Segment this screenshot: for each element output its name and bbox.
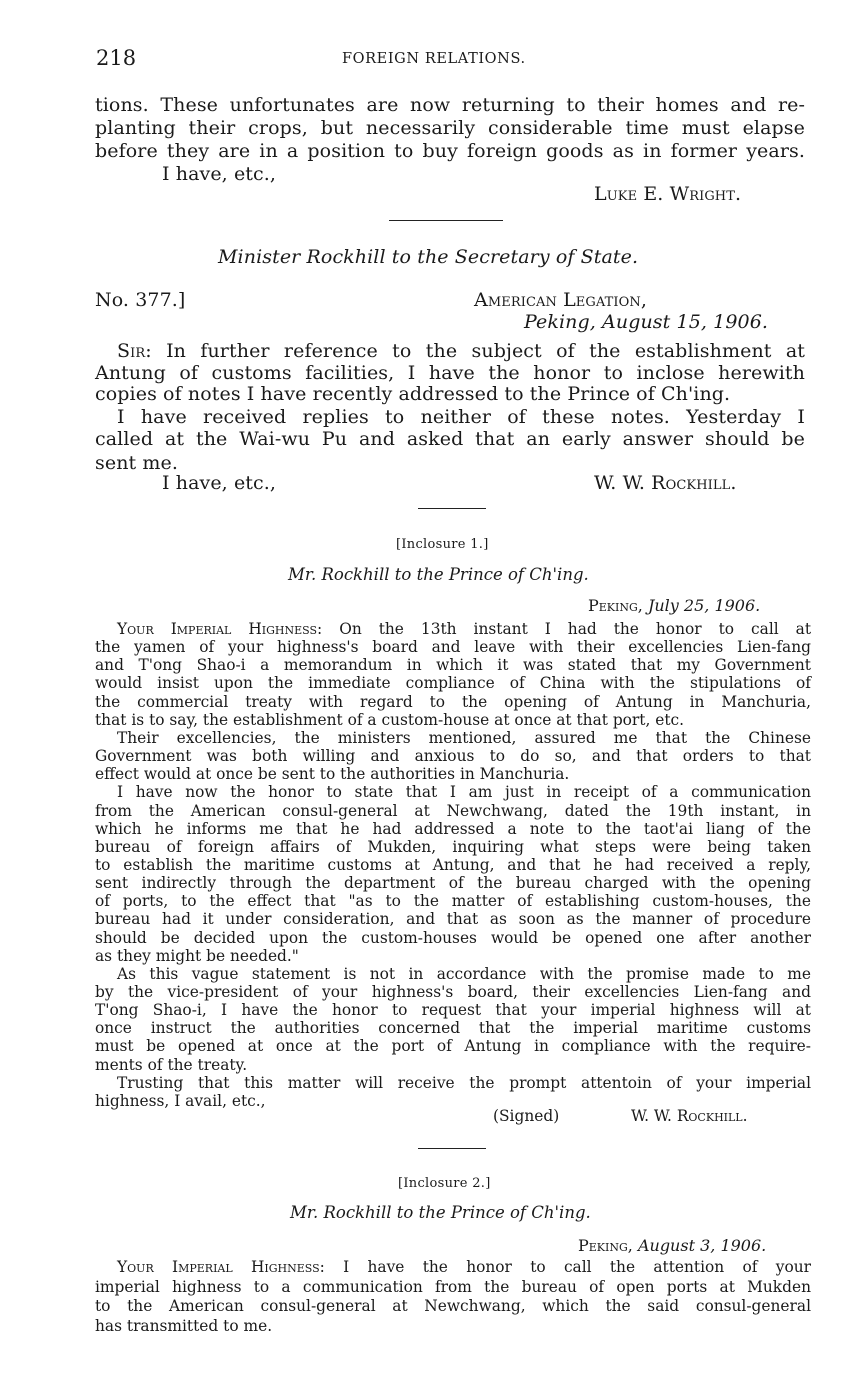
inclosure-1-line: ments of the treaty.	[95, 1055, 248, 1074]
letter-salutation: Sir:	[117, 340, 152, 362]
letter-heading: Minister Rockhill to the Secretary of State.	[218, 246, 639, 268]
inclosure-1-line: bureau had it under consideration, and that as soon as the manner of procedure	[95, 910, 811, 929]
inclosure-1-line	[117, 620, 811, 638]
inclosure-2-line: to the American consul-general at Newchwang, which the said consul-general	[95, 1297, 811, 1315]
letter-paragraph-line: Antung of customs facilities, I have the honor to inclose herewith	[95, 362, 805, 384]
inclosure-2-line	[117, 1258, 811, 1276]
inclosure-2-line: has transmitted to me.	[95, 1316, 273, 1335]
inclosure-1-line: as they might be needed."	[95, 946, 299, 965]
letter-paragraph-line: called at the Wai-wu Pu and asked that an early answer should be	[95, 428, 805, 450]
inclosure-1-line: I have now the honor to state that I am just in receipt of a communication	[117, 783, 811, 802]
inclosure-1-line: once instruct the authorities concerned that the imperial maritime customs	[95, 1019, 811, 1038]
inclosure-1-line: which he informs me that he had addressed a note to the taot'ai liang of the	[95, 819, 811, 838]
inclosure-1-line: Government was both willing and anxious to do so, and that orders to that	[95, 747, 811, 766]
inclosure-1-line: of ports, to the effect that "as to the matter of establishing custom-houses, the	[95, 892, 811, 911]
page-number: 218	[96, 46, 137, 70]
inclosure-1-signed: (Signed)	[493, 1107, 560, 1125]
letter-signature: W. W. Rockhill.	[594, 472, 737, 494]
inclosure-1-line: highness, I avail, etc.,	[95, 1091, 266, 1110]
inclosure-1-line: effect would at once be sent to the authorities in Manchuria.	[95, 765, 570, 784]
inclosure-1-line: would insist upon the immediate compliance of China with the stipulations of	[95, 674, 811, 693]
inclosure-1-label: [Inclosure 1.]	[396, 537, 489, 552]
inclosure-2-first-line: I have the honor to call the attention of your	[343, 1258, 811, 1276]
inclosure-1-signature: W. W. Rockhill.	[631, 1107, 748, 1125]
letter-closing: I have, etc.,	[162, 472, 277, 494]
inclosure-1-line: from the American consul-general at Newchwang, dated the 19th instant, in	[95, 801, 811, 820]
inclosure-1-line: Their excellencies, the ministers mentioned, assured me that the Chinese	[117, 728, 811, 747]
letter-place: American Legation,	[474, 289, 648, 311]
inclosure-1-line: by the vice-president of your highness's board, their excellencies Lien-fang and	[95, 983, 811, 1001]
inclosure-1-place: Peking,	[588, 596, 643, 615]
inclosure-2-place: Peking,	[578, 1236, 633, 1255]
inclosure-1-line: and T'ong Shao-i a memorandum in which it was stated that my Government	[95, 656, 811, 675]
previous-letter-signature: Luke E. Wright.	[594, 183, 742, 205]
letter-paragraph-line: copies of notes I have recently addressed to the Prince of Ch'ing.	[95, 383, 731, 405]
section-divider	[418, 1148, 486, 1149]
inclosure-2-label: [Inclosure 2.]	[398, 1176, 491, 1191]
previous-letter-closing: I have, etc.,	[162, 163, 277, 185]
inclosure-2-salutation: Your Imperial Highness:	[117, 1258, 325, 1276]
letter-number: No. 377.]	[95, 289, 186, 311]
inclosure-1-line: that is to say, the establishment of a custom-house at once at that port, etc.	[95, 710, 685, 729]
inclosure-1-dateline	[588, 596, 760, 615]
inclosure-1-line: the yamen of your highness's board and leave with their excellencies Lien-fang	[95, 638, 811, 657]
inclosure-2-dateline	[578, 1236, 766, 1255]
previous-letter-line: tions. These unfortunates are now returning to their homes and re-	[95, 94, 805, 116]
inclosure-1-heading: Mr. Rockhill to the Prince of Ch'ing.	[288, 565, 589, 584]
inclosure-2-line: imperial highness to a communication from the bureau of open ports at Mukden	[95, 1277, 811, 1296]
inclosure-1-line: to establish the maritime customs at Antung, and that he had received a reply,	[95, 855, 811, 874]
inclosure-2-date: August 3, 1906.	[637, 1236, 767, 1255]
inclosure-1-line: Trusting that this matter will receive the prompt attentoin of your imperial	[117, 1073, 811, 1092]
previous-letter-line: planting their crops, but necessarily considerable time must elapse	[95, 117, 805, 139]
inclosure-1-line: the commercial treaty with regard to the opening of Antung in Manchuria,	[95, 692, 811, 711]
inclosure-1-first-line: On the 13th instant I had the honor to call at	[339, 620, 811, 638]
inclosure-1-line: must be opened at once at the port of Antung in compliance with the require-	[95, 1037, 811, 1056]
inclosure-1-date: July 25, 1906.	[647, 596, 761, 615]
inclosure-1-line: should be decided upon the custom-houses would be opened one after another	[95, 928, 811, 947]
inclosure-1-line: sent indirectly through the department of the bureau charged with the opening	[95, 874, 811, 893]
inclosure-2-heading: Mr. Rockhill to the Prince of Ch'ing.	[290, 1203, 591, 1222]
letter-paragraph-line: sent me.	[95, 452, 179, 474]
section-divider	[418, 508, 486, 509]
section-divider	[389, 220, 503, 221]
running-title: FOREIGN RELATIONS.	[342, 51, 526, 67]
letter-paragraph-1-text: In further reference to the subject of the establishment at	[166, 340, 806, 362]
letter-paragraph-line: I have received replies to neither of these notes. Yesterday I	[117, 406, 805, 428]
inclosure-1-line: T'ong Shao-i, I have the honor to request that your imperial highness will at	[95, 1001, 811, 1020]
previous-letter-line: before they are in a position to buy foreign goods as in former years.	[95, 140, 805, 162]
inclosure-1-line: bureau of foreign affairs of Mukden, inquiring what steps were being taken	[95, 837, 811, 856]
inclosure-1-line: As this vague statement is not in accordance with the promise made to me	[117, 964, 811, 983]
letter-paragraph-1-first-line	[117, 340, 805, 362]
letter-date: Peking, August 15, 1906.	[524, 311, 769, 333]
inclosure-1-salutation: Your Imperial Highness:	[117, 620, 323, 638]
